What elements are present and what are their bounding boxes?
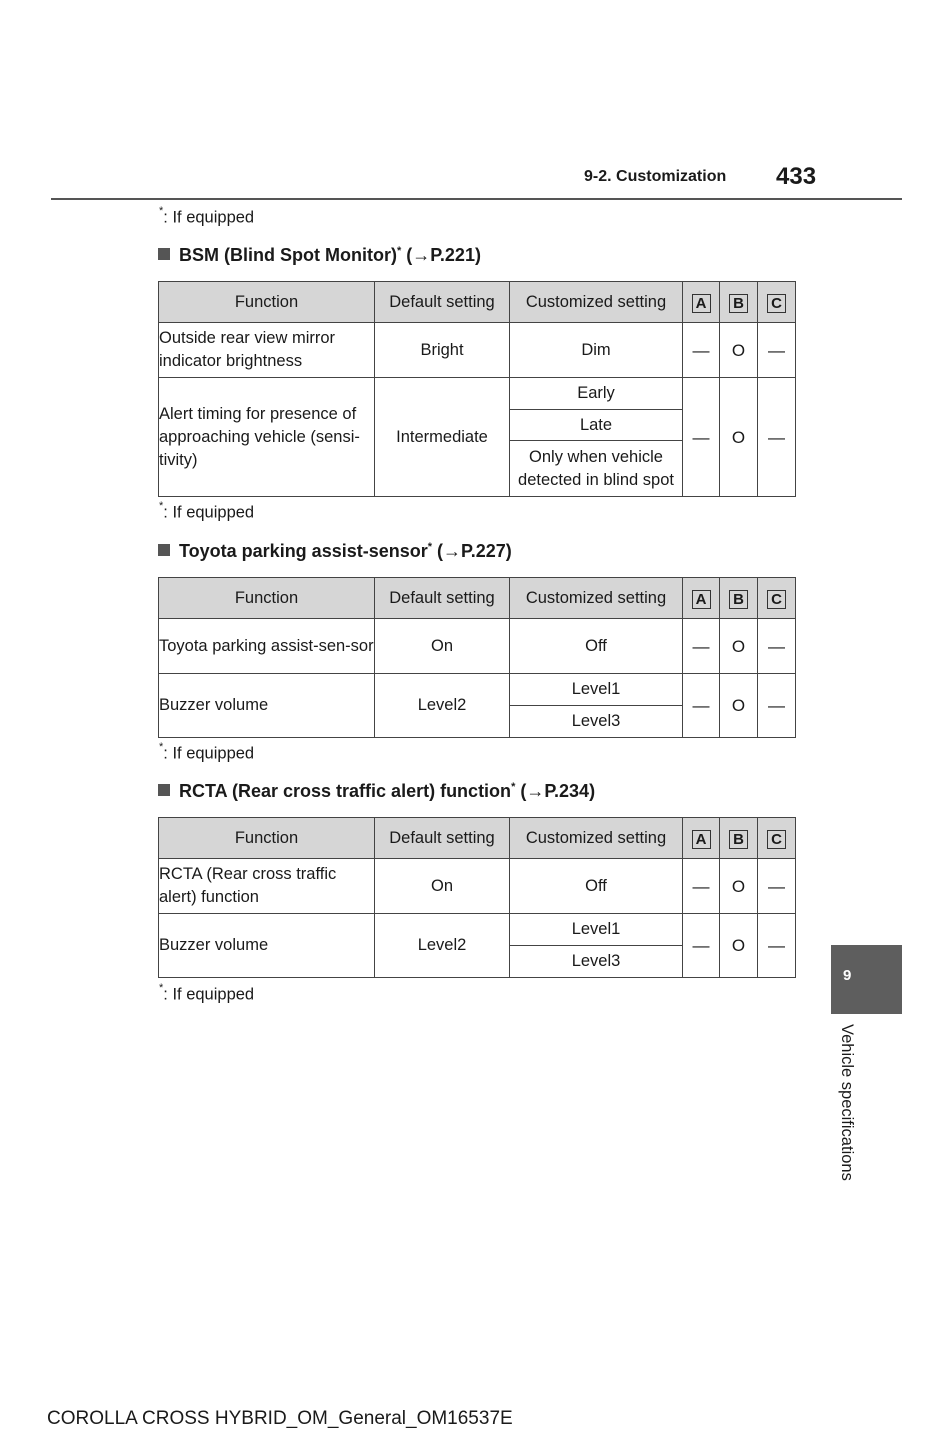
table-row — [159, 914, 796, 946]
a-cell: — — [683, 859, 720, 914]
function-header: Function — [159, 578, 375, 619]
customized-setting-header: Customized setting — [510, 818, 683, 859]
b-cell: O — [720, 914, 758, 978]
customized-cell: Early — [510, 378, 683, 410]
customized-cell: Late — [510, 410, 683, 441]
b-cell: O — [720, 619, 758, 674]
page-number: 433 — [776, 163, 817, 190]
function-cell: Toyota parking assist-sen-sor — [159, 619, 375, 674]
footnote: *: If equipped — [159, 982, 255, 1004]
chapter-number: 9 — [843, 967, 852, 984]
table-row — [159, 323, 796, 378]
table-row — [159, 378, 796, 410]
function-cell: Outside rear view mirror indicator brightness — [159, 323, 375, 378]
square-bullet-icon — [158, 544, 170, 556]
default-cell: Level2 — [375, 674, 510, 738]
chapter-label: Vehicle specifications — [838, 1024, 856, 1181]
a-cell: — — [683, 914, 720, 978]
page-reference-link[interactable]: P.227 — [461, 541, 506, 561]
method-c-header — [758, 818, 796, 859]
table-row — [159, 859, 796, 914]
a-box-icon: A — [692, 294, 711, 313]
parking-assist-table — [158, 577, 796, 738]
function-cell: Alert timing for presence of approaching vehicle (sensi-tivity) — [159, 378, 375, 497]
a-box-icon: A — [692, 830, 711, 849]
c-box-icon: C — [767, 590, 786, 609]
table-header-row — [159, 578, 796, 619]
method-a-header — [683, 282, 720, 323]
page-reference-link[interactable]: P.234 — [544, 781, 590, 801]
b-cell: O — [720, 323, 758, 378]
square-bullet-icon — [158, 248, 170, 260]
function-header: Function — [159, 282, 375, 323]
b-box-icon: B — [729, 830, 748, 849]
default-cell: Level2 — [375, 914, 510, 978]
bsm-heading: BSM (Blind Spot Monitor)* (→P.221) — [158, 245, 481, 266]
customized-cell: Off — [510, 619, 683, 674]
b-box-icon: B — [729, 590, 748, 609]
method-a-header — [683, 578, 720, 619]
table-row — [159, 674, 796, 706]
method-c-header — [758, 282, 796, 323]
table-header-row — [159, 818, 796, 859]
default-setting-header: Default setting — [375, 282, 510, 323]
customized-cell: Level3 — [510, 946, 683, 978]
bsm-table — [158, 281, 796, 497]
c-cell: — — [758, 378, 796, 497]
default-setting-header: Default setting — [375, 818, 510, 859]
method-b-header — [720, 282, 758, 323]
default-setting-header: Default setting — [375, 578, 510, 619]
function-header: Function — [159, 818, 375, 859]
header-divider — [51, 198, 902, 200]
a-cell: — — [683, 323, 720, 378]
c-box-icon: C — [767, 294, 786, 313]
function-cell: Buzzer volume — [159, 674, 375, 738]
default-cell: On — [375, 859, 510, 914]
default-cell: On — [375, 619, 510, 674]
customized-setting-header: Customized setting — [510, 282, 683, 323]
method-c-header — [758, 578, 796, 619]
customized-cell: Off — [510, 859, 683, 914]
square-bullet-icon — [158, 784, 170, 796]
page-reference-link[interactable]: P.221 — [430, 245, 475, 265]
a-box-icon: A — [692, 590, 711, 609]
default-cell: Bright — [375, 323, 510, 378]
footnote: *: If equipped — [159, 205, 255, 227]
method-a-header — [683, 818, 720, 859]
b-cell: O — [720, 378, 758, 497]
a-cell: — — [683, 674, 720, 738]
default-cell: Intermediate — [375, 378, 510, 497]
b-cell: O — [720, 859, 758, 914]
document-footer: COROLLA CROSS HYBRID_OM_General_OM16537E — [47, 1408, 513, 1429]
c-cell: — — [758, 323, 796, 378]
customized-cell: Level3 — [510, 706, 683, 738]
a-cell: — — [683, 619, 720, 674]
method-b-header — [720, 818, 758, 859]
table-row — [159, 619, 796, 674]
c-cell: — — [758, 859, 796, 914]
section-title: 9-2. Customization — [584, 168, 727, 185]
rcta-table — [158, 817, 796, 978]
customized-cell: Level1 — [510, 914, 683, 946]
function-cell: Buzzer volume — [159, 914, 375, 978]
customized-cell: Dim — [510, 323, 683, 378]
footnote: *: If equipped — [159, 741, 255, 763]
customized-cell: Level1 — [510, 674, 683, 706]
c-cell: — — [758, 674, 796, 738]
parking-assist-heading: Toyota parking assist-sensor* (→P.227) — [158, 541, 512, 562]
b-cell: O — [720, 674, 758, 738]
table-header-row — [159, 282, 796, 323]
customized-setting-header: Customized setting — [510, 578, 683, 619]
c-cell: — — [758, 619, 796, 674]
method-b-header — [720, 578, 758, 619]
c-cell: — — [758, 914, 796, 978]
rcta-heading: RCTA (Rear cross traffic alert) function* (→P.234) — [158, 781, 595, 802]
customized-cell: Only when vehicle detected in blind spot — [510, 441, 683, 497]
a-cell: — — [683, 378, 720, 497]
footnote: *: If equipped — [159, 500, 255, 522]
chapter-tab[interactable] — [831, 945, 902, 1014]
c-box-icon: C — [767, 830, 786, 849]
b-box-icon: B — [729, 294, 748, 313]
function-cell: RCTA (Rear cross traffic alert) function — [159, 859, 375, 914]
